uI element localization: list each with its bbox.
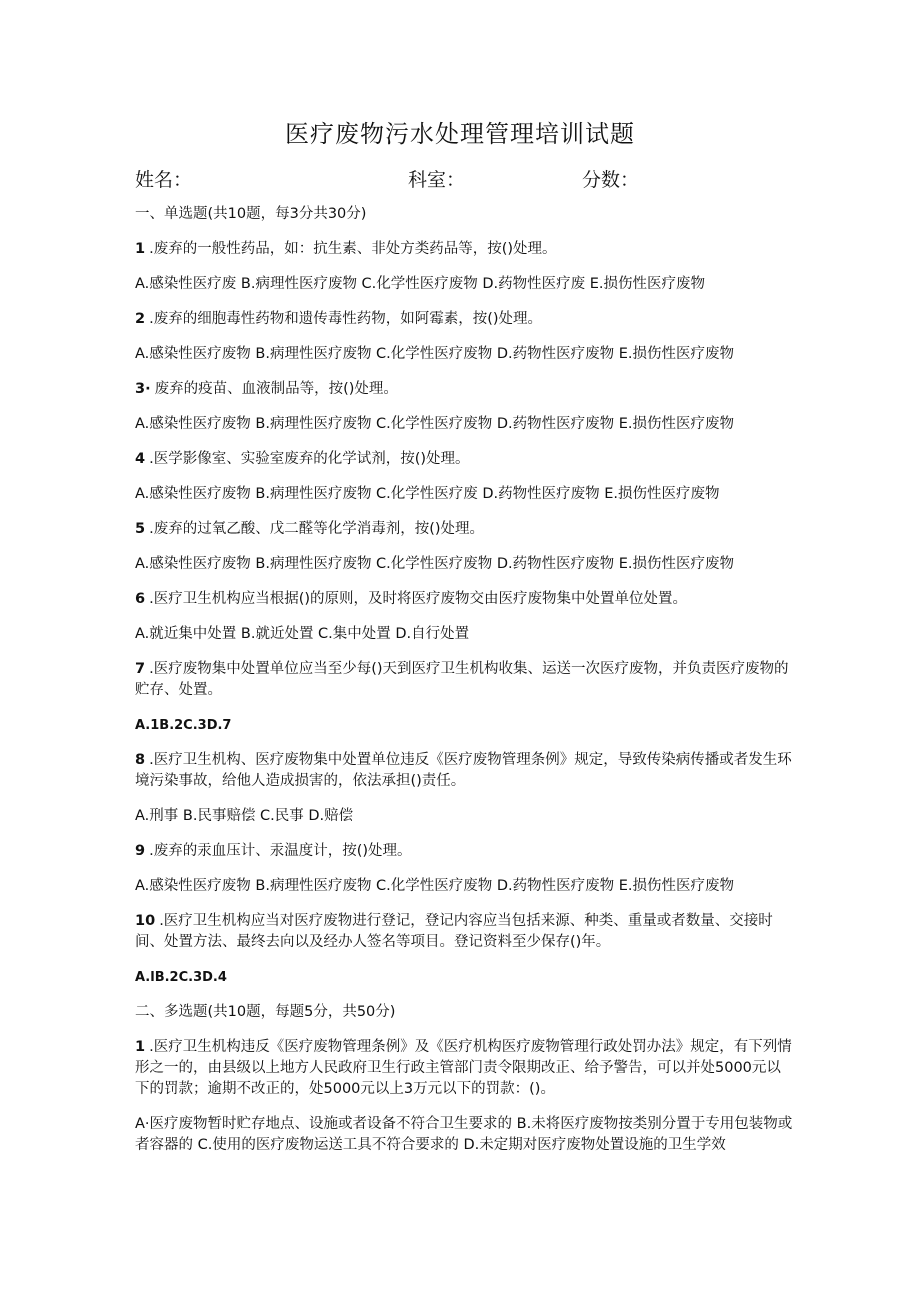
question-options: A.感染性医疗废物 B.病理性医疗废物 C.化学性医疗废物 D.药物性医疗废物 E.损伤性医疗废物 — [135, 346, 735, 362]
question — [135, 379, 795, 400]
question-text: .废弃的一般性药品，如：抗生素、非处方类药品等，按()处理。 — [149, 241, 557, 257]
question-number: 7 — [135, 661, 146, 677]
section-title-single: 一、单选题(共10题，每3分共30分) — [135, 206, 367, 222]
question-number: 5 — [135, 521, 146, 537]
page-title: 医疗废物污水处理管理培训试题 — [285, 120, 635, 148]
question-text: .医疗卫生机构、医疗废物集中处置单位违反《医疗废物管理条例》规定，导致传染病传播或者发生环境污染事故，给他人造成损害的，依法承担()责任。 — [135, 752, 792, 789]
question-text: .医疗废物集中处置单位应当至少每()天到医疗卫生机构收集、运送一次医疗废物，并负责医疗废物的贮存、处置。 — [135, 661, 789, 698]
question — [135, 750, 795, 792]
question-number: 1 — [135, 241, 146, 257]
question-number: 1 — [135, 1039, 146, 1055]
question-number: 3· — [135, 381, 151, 397]
question-text: .废弃的过氧乙酸、戊二醛等化学消毒剂，按()处理。 — [149, 521, 485, 537]
question-options: A·医疗废物暂时贮存地点、设施或者设备不符合卫生要求的 B.未将医疗废物按类别分置于专用包装物或者容器的 C.使用的医疗废物运送工具不符合要求的 D.未定期对医疗废物处置设施的卫生学效 — [135, 1116, 793, 1153]
question-number: 10 — [135, 913, 156, 929]
question — [135, 449, 795, 470]
question — [135, 239, 795, 260]
question-options: A.1B.2C.3D.7 — [135, 718, 232, 733]
question — [135, 841, 795, 862]
question-number: 6 — [135, 591, 146, 607]
question-text: .医疗卫生机构应当对医疗废物进行登记，登记内容应当包括来源、种类、重量或者数量、交接时间、处置方法、最终去向以及经办人签名等项目。登记资料至少保存()年。 — [135, 913, 773, 950]
question-text: .医学影像室、实验室废弃的化学试剂，按()处理。 — [149, 451, 470, 467]
question — [135, 309, 795, 330]
question-number: 9 — [135, 843, 146, 859]
question-options: A.感染性医疗废物 B.病理性医疗废物 C.化学性医疗废物 D.药物性医疗废物 E.损伤性医疗废物 — [135, 878, 735, 894]
question-text: .废弃的汞血压计、汞温度计，按()处理。 — [149, 843, 412, 859]
question-number: 4 — [135, 451, 146, 467]
question-number: 2 — [135, 311, 146, 327]
section-title-multi: 二、多选题(共10题，每题5分，共50分) — [135, 1004, 396, 1020]
question — [135, 589, 795, 610]
question-options: A.感染性医疗废物 B.病理性医疗废物 C.化学性医疗废物 D.药物性医疗废物 E.损伤性医疗废物 — [135, 416, 735, 432]
name-label: 姓名： — [135, 169, 193, 191]
question-options: A.就近集中处置 B.就近处置 C.集中处置 D.自行处置 — [135, 626, 470, 642]
question-options: A.感染性医疗废 B.病理性医疗废物 C.化学性医疗废物 D.药物性医疗废 E.损伤性医疗废物 — [135, 276, 706, 292]
question-options: A.感染性医疗废物 B.病理性医疗废物 C.化学性医疗废 D.药物性医疗废物 E.损伤性医疗废物 — [135, 486, 720, 502]
question-text: .医疗卫生机构应当根据()的原则，及时将医疗废物交由医疗废物集中处置单位处置。 — [149, 591, 688, 607]
question-text: .医疗卫生机构违反《医疗废物管理条例》及《医疗机构医疗废物管理行政处罚办法》规定，有下列情形之一的，由县级以上地方人民政府卫生行政主管部门责令限期改正、给予警告，可以并处5000元以下的罚款；逾期不改正的，处5000元以上3万元以下的罚款：()。 — [135, 1039, 792, 1097]
score-label: 分数： — [582, 169, 640, 191]
question-options: A.lB.2C.3D.4 — [135, 970, 227, 985]
question — [135, 911, 795, 953]
question-number: 8 — [135, 752, 146, 768]
exam-content — [135, 204, 795, 1170]
question — [135, 519, 795, 540]
question — [135, 659, 795, 701]
info-row — [135, 165, 795, 191]
dept-label: 科室： — [408, 169, 466, 191]
question-options: A.刑事 B.民事赔偿 C.民事 D.赔偿 — [135, 808, 354, 824]
question-options: A.感染性医疗废物 B.病理性医疗废物 C.化学性医疗废物 D.药物性医疗废物 E.损伤性医疗废物 — [135, 556, 735, 572]
question — [135, 1037, 795, 1100]
question-text: .废弃的细胞毒性药物和遗传毒性药物，如阿霉素，按()处理。 — [149, 311, 543, 327]
question-text: 废弃的疫苗、血液制品等，按()处理。 — [154, 381, 398, 397]
